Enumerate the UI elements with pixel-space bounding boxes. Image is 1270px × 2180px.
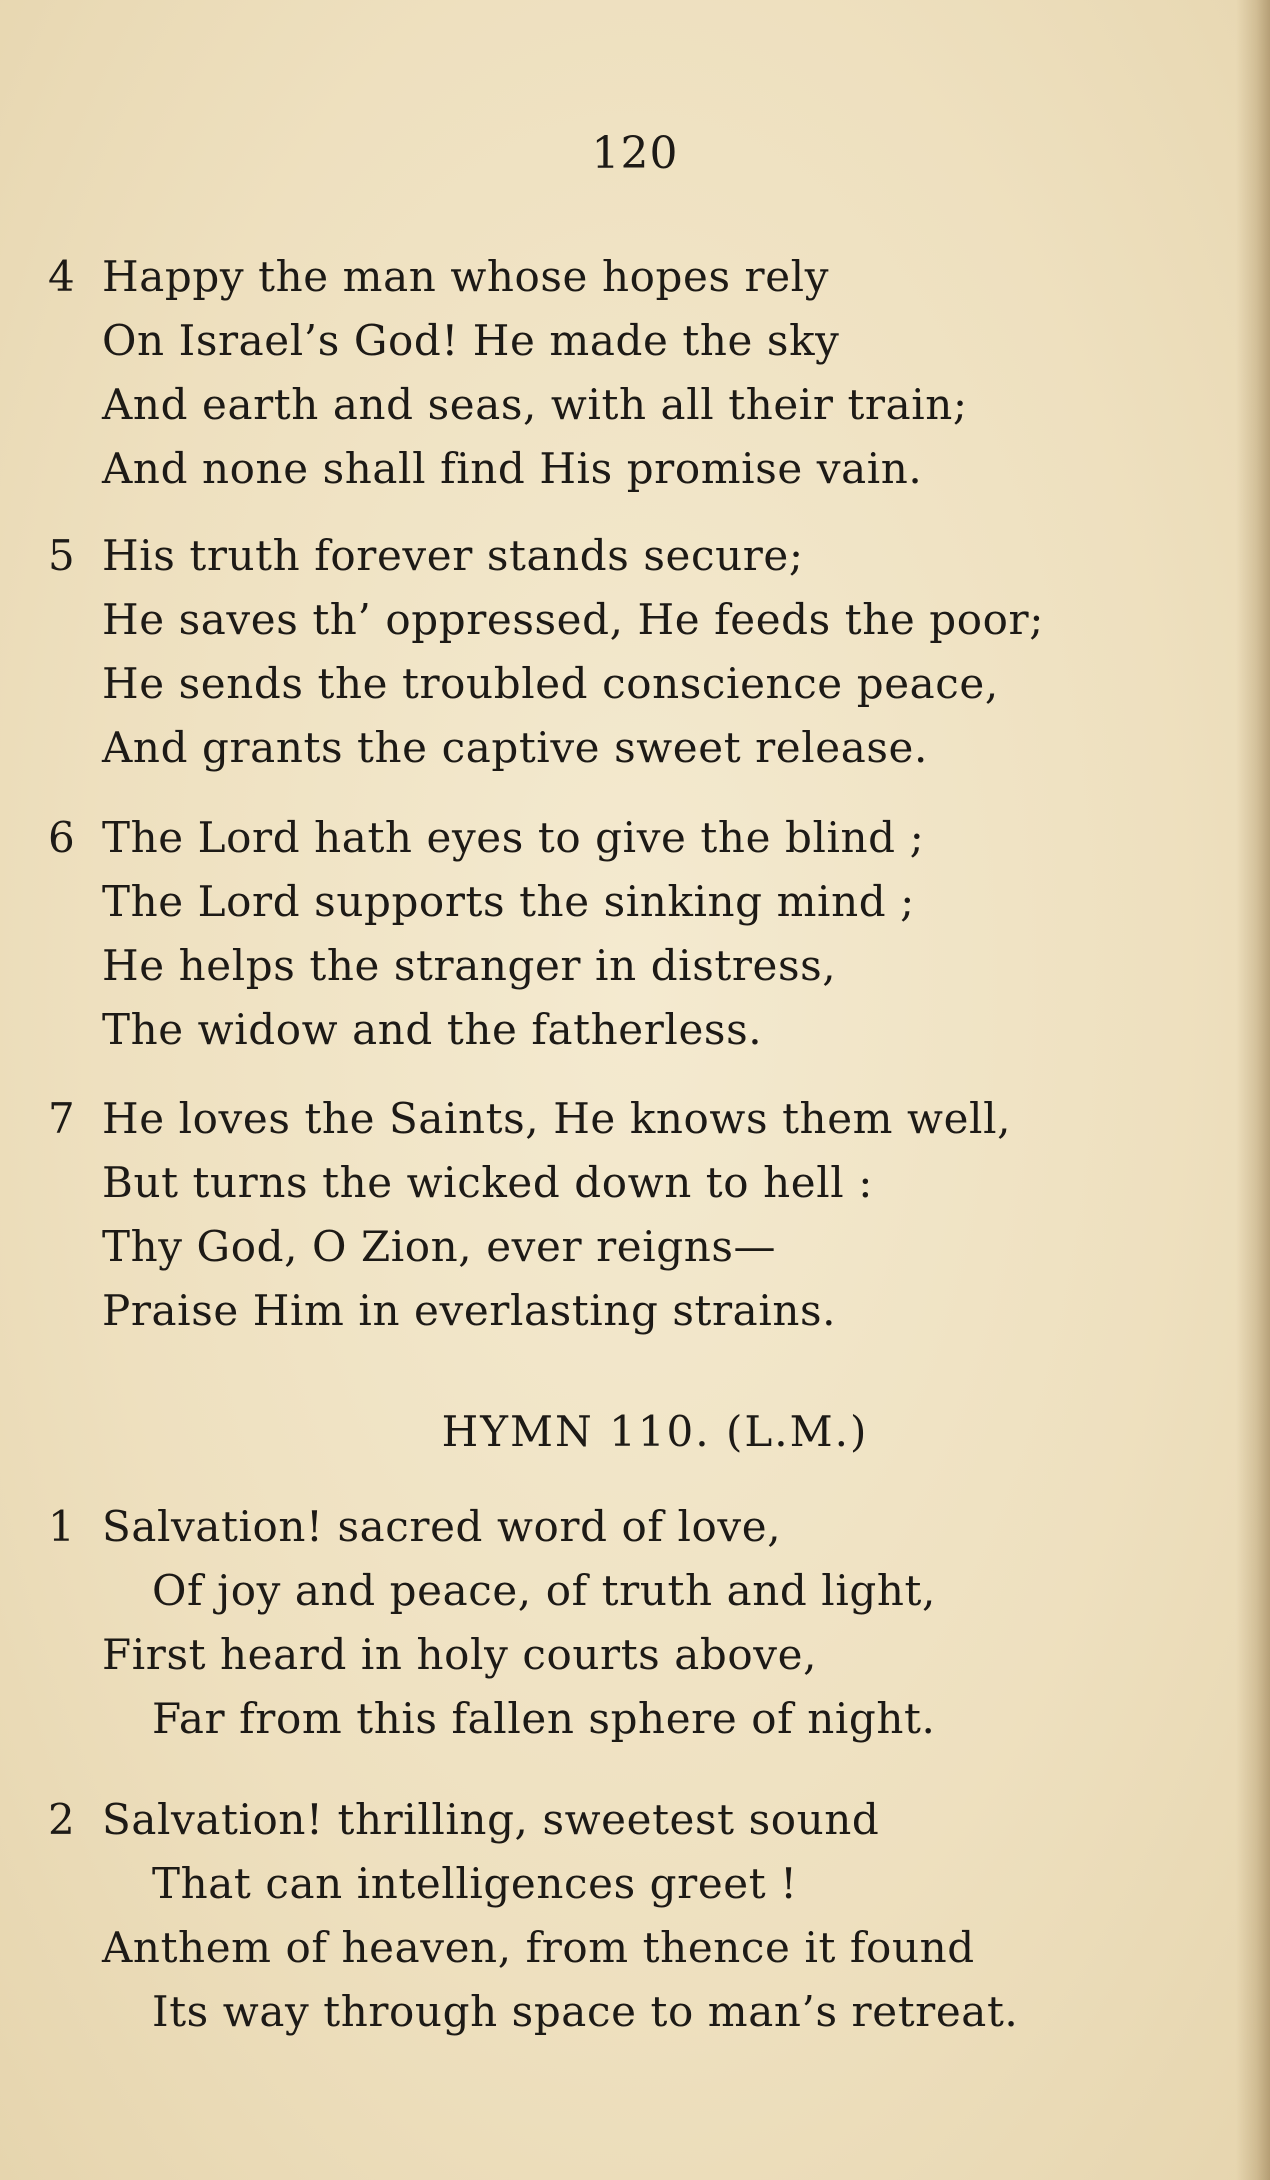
stanza-line xyxy=(48,1559,1228,1623)
stanza-number: 4 xyxy=(48,252,76,301)
stanza-line xyxy=(48,373,1228,437)
stanza-line xyxy=(48,437,1228,501)
verse-text: Of joy and peace, of truth and light, xyxy=(152,1566,936,1615)
verse-text: That can intelligences greet ! xyxy=(152,1859,798,1908)
stanza-line xyxy=(48,1788,1228,1852)
verse-text: But turns the wicked down to hell : xyxy=(102,1158,873,1207)
page-number: 120 xyxy=(591,128,679,179)
hymn-title: HYMN 110. (L.M.) xyxy=(441,1407,869,1456)
stanza-line xyxy=(48,652,1228,716)
verse-text: The Lord hath eyes to give the blind ; xyxy=(102,813,925,862)
stanza-line xyxy=(48,1980,1228,2044)
stanza-line xyxy=(48,870,1228,934)
verse-text: The Lord supports the sinking mind ; xyxy=(102,877,915,926)
verse-text: Thy God, O Zion, ever reigns— xyxy=(102,1222,777,1271)
stanza-line xyxy=(48,1279,1228,1343)
stanza-line xyxy=(48,1916,1228,1980)
stanza-line xyxy=(48,806,1228,870)
stanza-2 xyxy=(48,1788,1228,2044)
stanza-number: 6 xyxy=(48,813,76,862)
stanza-number: 5 xyxy=(48,531,76,580)
stanza-line xyxy=(48,716,1228,780)
stanza-line xyxy=(48,245,1228,309)
stanza-number: 2 xyxy=(48,1795,76,1844)
stanza-line xyxy=(48,588,1228,652)
verse-text: Anthem of heaven, from thence it found xyxy=(102,1923,975,1972)
stanza-7 xyxy=(48,1087,1228,1343)
verse-text: He helps the stranger in distress, xyxy=(102,941,837,990)
stanza-line xyxy=(48,998,1228,1062)
stanza-line xyxy=(48,1623,1228,1687)
stanza-6 xyxy=(48,806,1228,1062)
verse-text: And none shall find His promise vain. xyxy=(102,444,923,493)
stanza-line xyxy=(48,1687,1228,1751)
stanza-line xyxy=(48,934,1228,998)
verse-text: His truth forever stands secure; xyxy=(102,531,804,580)
verse-text: On Israel’s God! He made the sky xyxy=(102,316,840,365)
stanza-line xyxy=(48,1852,1228,1916)
page-edge-shadow xyxy=(1236,0,1270,2180)
verse-text: He sends the troubled conscience peace, xyxy=(102,659,999,708)
verse-text: And grants the captive sweet release. xyxy=(102,723,928,772)
stanza-5 xyxy=(48,524,1228,780)
stanza-line xyxy=(48,1495,1228,1559)
verse-text: He loves the Saints, He knows them well, xyxy=(102,1094,1012,1143)
stanza-line xyxy=(48,1215,1228,1279)
verse-text: And earth and seas, with all their train; xyxy=(102,380,968,429)
stanza-1 xyxy=(48,1495,1228,1751)
verse-text: He saves th’ oppressed, He feeds the poor; xyxy=(102,595,1044,644)
verse-text: The widow and the fatherless. xyxy=(102,1005,763,1054)
verse-text: Its way through space to man’s retreat. xyxy=(152,1987,1019,2036)
verse-text: Happy the man whose hopes rely xyxy=(102,252,830,301)
verse-text: Praise Him in everlasting strains. xyxy=(102,1286,837,1335)
stanza-line xyxy=(48,309,1228,373)
stanza-line xyxy=(48,1151,1228,1215)
stanza-4 xyxy=(48,245,1228,501)
verse-text: Salvation! sacred word of love, xyxy=(102,1502,782,1551)
stanza-number: 1 xyxy=(48,1502,76,1551)
stanza-number: 7 xyxy=(48,1094,76,1143)
verse-text: Far from this fallen sphere of night. xyxy=(152,1694,936,1743)
verse-text: First heard in holy courts above, xyxy=(102,1630,818,1679)
stanza-line xyxy=(48,524,1228,588)
verse-text: Salvation! thrilling, sweetest sound xyxy=(102,1795,880,1844)
stanza-line xyxy=(48,1087,1228,1151)
